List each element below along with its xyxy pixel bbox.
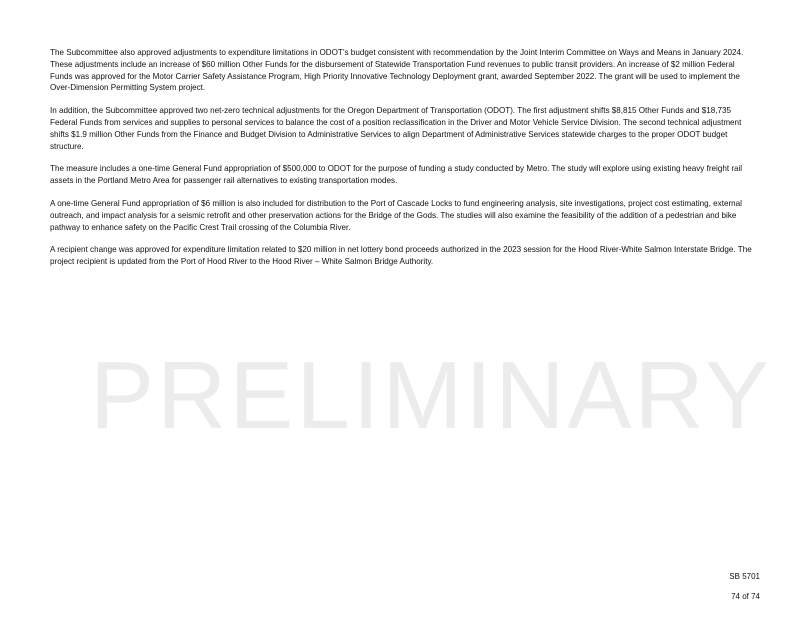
bill-number: SB 5701 bbox=[729, 572, 760, 581]
paragraph-metro-study: The measure includes a one-time General Fund appropriation of $500,000 to ODOT for the purpose of funding a study conducted by Metro. The study will explore using existing heavy freight rail assets in the Portland Metro Area for passenger rail alternatives to existing transportation modes. bbox=[50, 164, 743, 186]
paragraph-budget-adjustments: The Subcommittee also approved adjustments to expenditure limitations in ODOT’s budget consistent with recommendation by the Joint Interim Committee on Ways and Means in January 2024. These adjustments include an increase of $60 million Other Funds for the disbursement of Statewide Transportation Fund revenues to public transit providers. An increase of $2 million Federal Funds was approved for the Motor Carrier Safety Assistance Program, High Priority Innovative Technology Deployment grant, awarded September 2022. The grant will be used to implement the Over-Dimension Permitting System project. bbox=[50, 48, 744, 93]
document-body bbox=[50, 47, 756, 279]
paragraph-recipient-change: A recipient change was approved for expenditure limitation related to $20 million in net lottery bond proceeds authorized in the 2023 session for the Hood River-White Salmon Interstate Bridge. The project recipient is updated from the Port of Hood River to the Hood River – White Salmon Bridge Authority. bbox=[50, 245, 752, 267]
page-number: 74 of 74 bbox=[731, 592, 760, 601]
preliminary-watermark: PRELIMINARY bbox=[90, 342, 773, 449]
paragraph-technical-adjustments: In addition, the Subcommittee approved two net-zero technical adjustments for the Oregon Department of Transportation (ODOT). The first adjustment shifts $8,815 Other Funds and $18,735 Federal Funds from services and supplies to personal services to balance the cost of a position reclassification in the Driver and Motor Vehicle Service Division. The second technical adjustment shifts $1.9 million Other Funds from the Finance and Budget Division to Administrative Services to align Department of Administrative Services statewide charges to the proper ODOT budget structure. bbox=[50, 106, 742, 151]
paragraph-bridge-of-the-gods: A one-time General Fund appropriation of $6 million is also included for distribution to the Port of Cascade Locks to fund engineering analysis, site investigations, project cost estimating, external outreach, and impact analysis for a seismic retrofit and other preservation actions for the Bridge of the Gods. The studies will also examine the feasibility of the addition of a pedestrian and bike pathway to enhance safety on the Pacific Crest Trail crossing of the Columbia River. bbox=[50, 198, 742, 232]
